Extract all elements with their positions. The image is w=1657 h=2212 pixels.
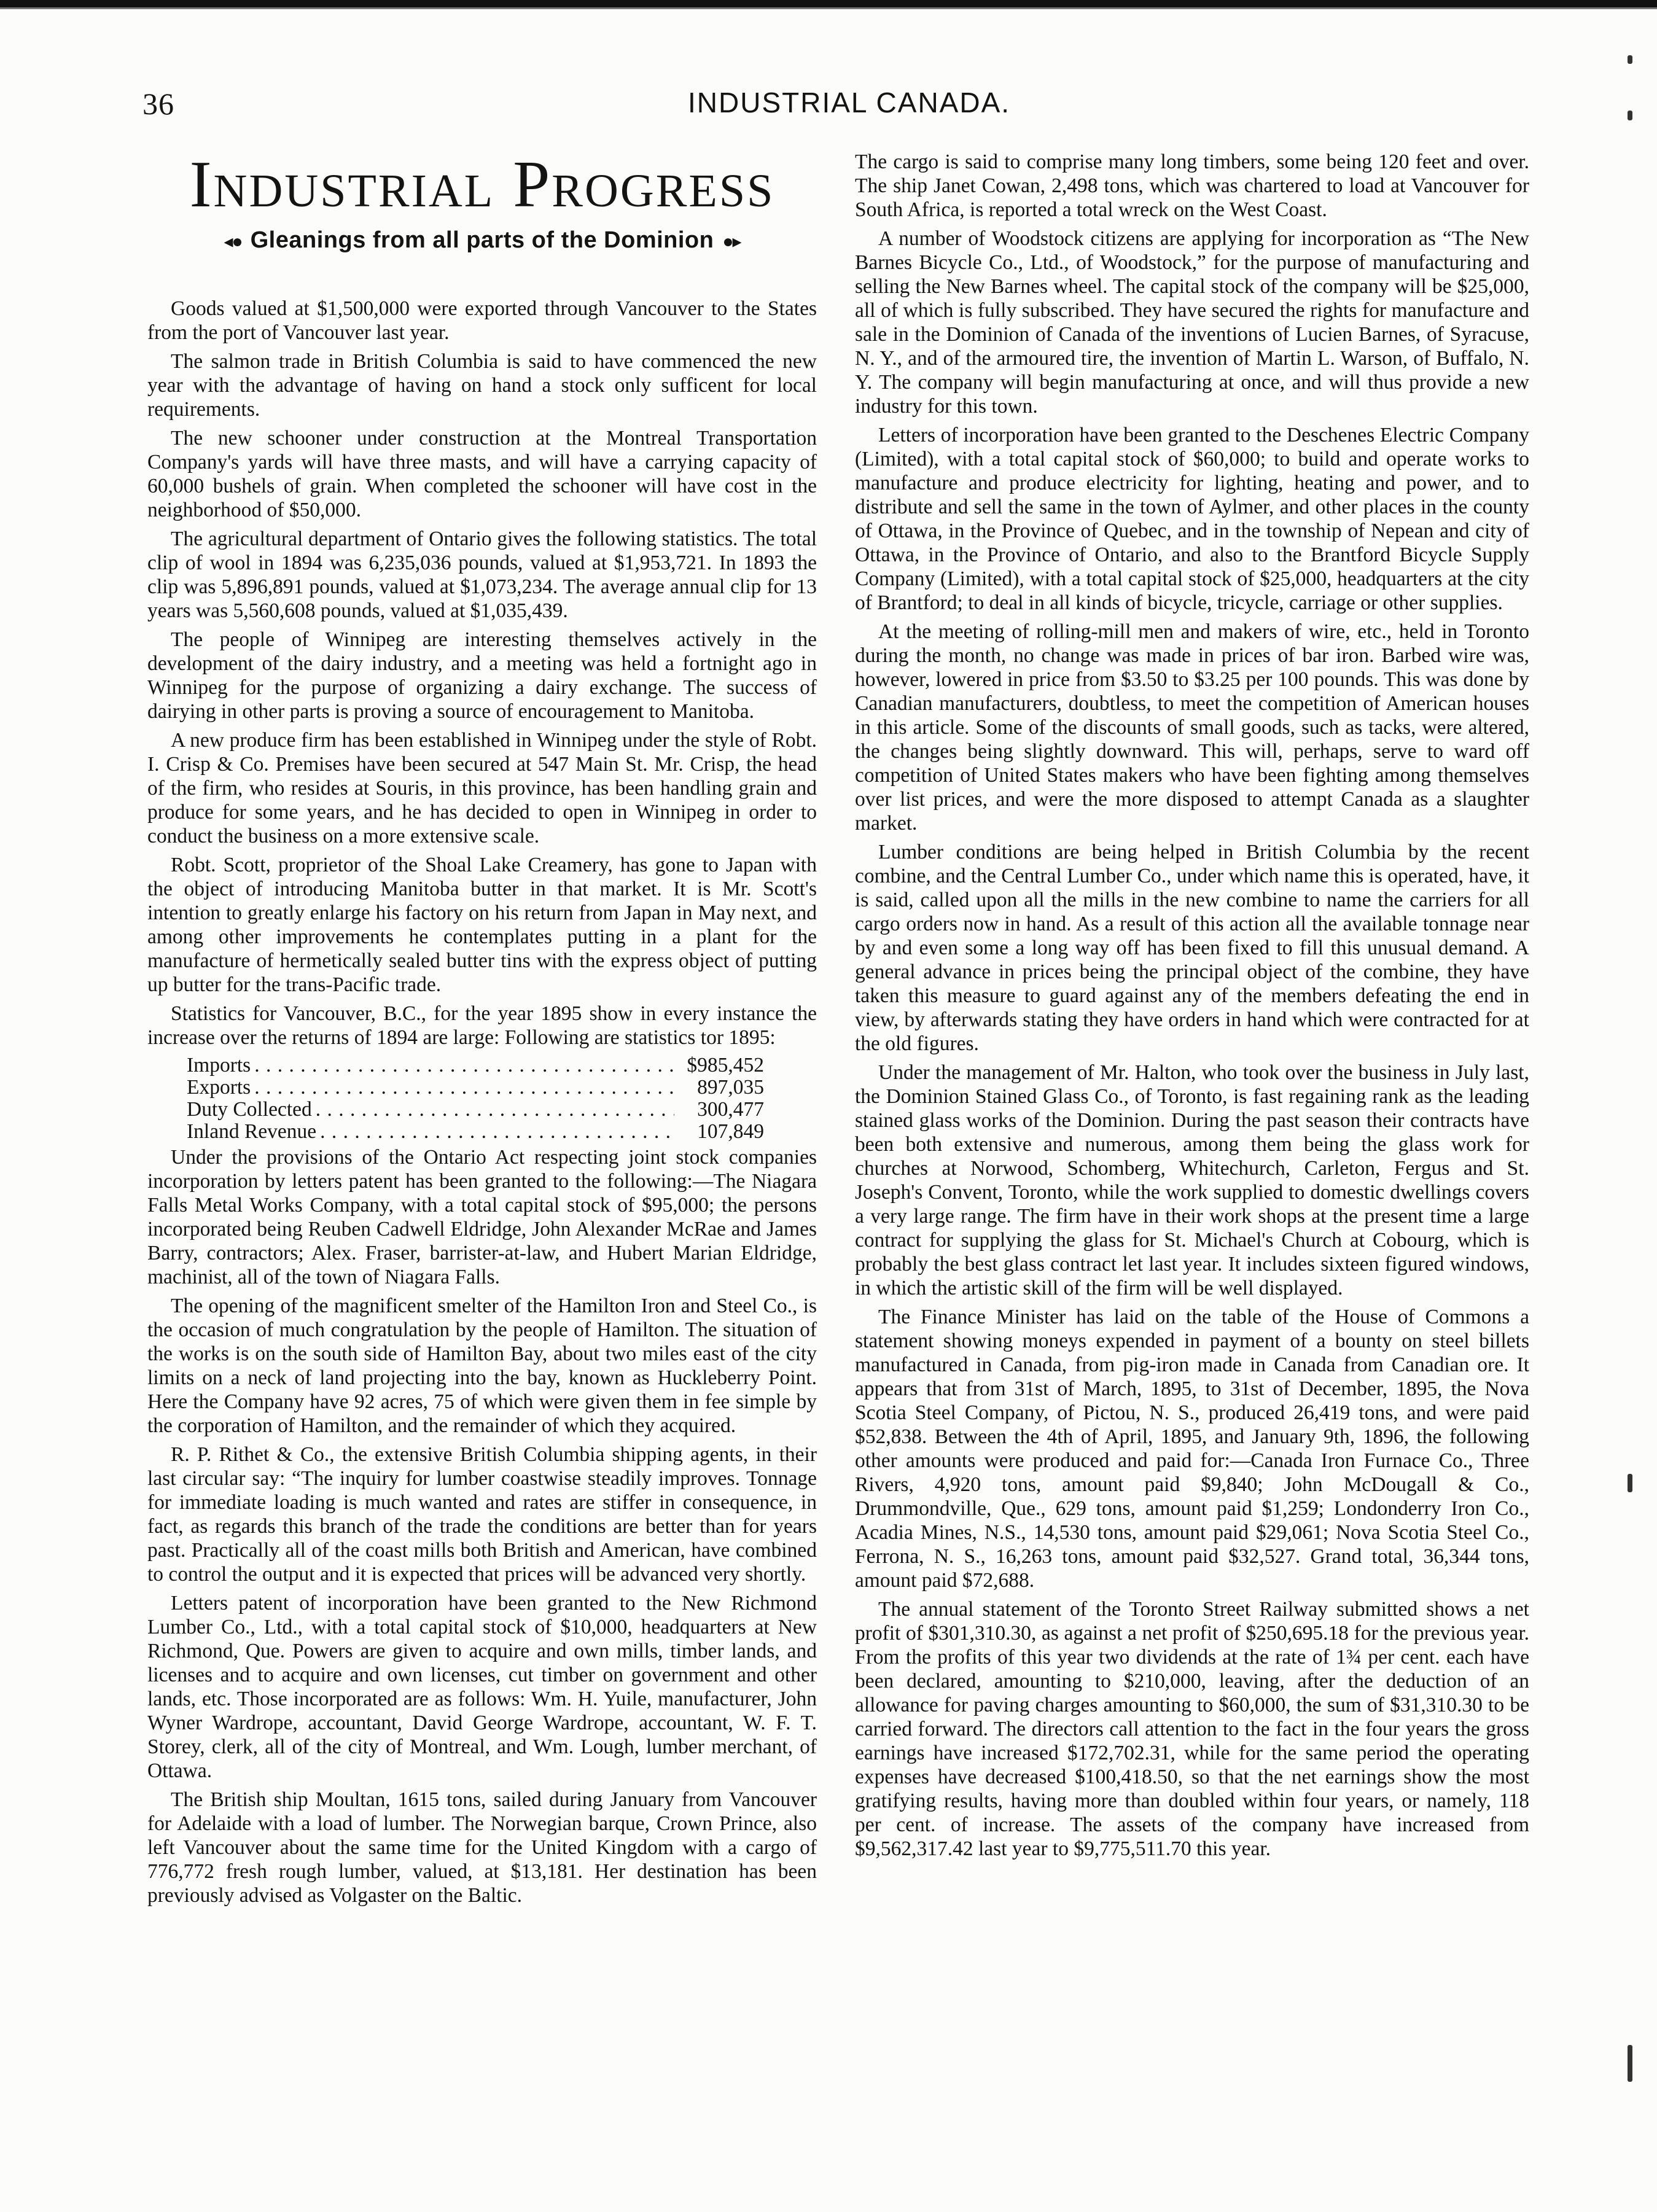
leader-dots	[254, 1077, 674, 1099]
stat-label: Exports	[187, 1076, 251, 1099]
ornament-right-icon: ●▸	[722, 232, 741, 252]
scan-edge-mark	[1628, 55, 1632, 64]
stat-value: $985,452	[687, 1054, 764, 1077]
stat-label: Inland Revenue	[187, 1120, 317, 1143]
paragraph: The annual statement of the Toronto Street Railway submitted shows a net profit of $301,310.30, as against a net profit of $250,695.18 for the previous year. From the profits of this year two dividends at the rate of 1¾ per cent. each have been declared, amounting to $210,000, leaving, after the deduction of an allowance for paving charges amounting to $60,000, the sum of $31,310.30 to be carried forward. The directors call attention to the fact in the four years the gross earnings have increased $172,702.31, while for the same period the operating expenses have decreased $100,418.50, so that the net earnings show the most gratifying results, having more than doubled within four years, or namely, 118 per cent. of increase. The assets of the company have increased from $9,562,317.42 last year to $9,775,511.70 this year.	[855, 1598, 1529, 1860]
paragraph: The agricultural department of Ontario gives the following statistics. The total clip of wool in 1894 was 6,235,036 pounds, valued at $1,953,721. In 1893 the clip was 5,896,891 pounds, valued at $1,073,234. The average annual clip for 13 years was 5,560,608 pounds, valued at $1,035,439.	[147, 528, 817, 622]
top-rule	[0, 0, 1657, 7]
paragraph: Goods valued at $1,500,000 were exported through Vancouver to the States from the port of Vancouver last year.	[147, 297, 817, 344]
scan-edge-mark	[1628, 111, 1632, 120]
paragraph: The British ship Moultan, 1615 tons, sailed during January from Vancouver for Adelaide with a load of lumber. The Norwegian barque, Crown Prince, also left Vancouver about the same time for the United Kingdom with a cargo of 776,772 fresh rough lumber, valued, at $13,181. Her destination has been previously advised as Volgaster on the Baltic.	[147, 1788, 817, 1907]
subtitle-text: Gleanings from all parts of the Dominion	[250, 227, 714, 253]
paragraph: The people of Winnipeg are interesting themselves actively in the development of the dairy industry, and a meeting was held a fortnight ago in Winnipeg for the purpose of organizing a dairy exchange. The success of dairying in other parts is proving a source of encouragement to Manitoba.	[147, 628, 817, 723]
paragraph: The salmon trade in British Columbia is said to have commenced the new year with the advantage of having on hand a stock only sufficent for local requirements.	[147, 350, 817, 421]
stat-row	[187, 1054, 764, 1077]
paragraph: The Finance Minister has laid on the table of the House of Commons a statement showing moneys expended in payment of a bounty on steel billets manufactured in Canada, from pig-iron made in Canada from Canadian ore. It appears that from 31st of March, 1895, to 31st of December, 1895, the Nova Scotia Steel Company, of Pictou, N. S., produced 26,419 tons, and were paid $52,838. Between the 4th of April, 1895, and January 9th, 1896, the following other amounts were produced and paid for:—Canada Iron Furnace Co., Three Rivers, 4,920 tons, amount paid $9,840; John McDougall & Co., Drummondville, Que., 629 tons, amount paid $1,259; Londonderry Iron Co., Acadia Mines, N.S., 14,530 tons, amount paid $29,061; Nova Scotia Steel Co., Ferrona, N. S., 16,263 tons, amount paid $32,527. Grand total, 36,344 tons, amount paid $72,688.	[855, 1306, 1529, 1592]
scan-edge-mark	[1628, 1474, 1632, 1492]
paragraph: Lumber conditions are being helped in British Columbia by the recent combine, and the Central Lumber Co., under which name this is operated, have, it is said, called upon all the mills in the new combine to name the carriers for all cargo orders now in hand. As a result of this action all the available tonnage near by and even some a long way off has been fixed to fill this unusual demand. A general advance in prices being the principal object of the combine, they have taken this measure to guard against any of the members defeating the end in view, by afterwards stating they have orders in hand which were contracted for at the old figures.	[855, 841, 1529, 1055]
statistics-table	[147, 1054, 817, 1143]
leader-dots	[254, 1054, 674, 1077]
paragraph: Robt. Scott, proprietor of the Shoal Lake Creamery, has gone to Japan with the object of introducing Manitoba butter in that market. It is Mr. Scott's intention to greatly enlarge his factory on his return from Japan in May next, and among other improvements he contemplates putting in a plant for the manufacture of hermetically sealed butter tins with the express object of putting up butter for the trans-Pacific trade.	[147, 854, 817, 996]
stat-label: Imports	[187, 1054, 251, 1077]
ornament-left-icon: ◂●	[224, 232, 242, 252]
left-column	[147, 145, 817, 1912]
page-number: 36	[142, 87, 174, 121]
right-column	[855, 150, 1529, 1866]
paragraph: Under the management of Mr. Halton, who took over the business in July last, the Dominion Stained Glass Co., of Toronto, is fast regaining rank as the leading stained glass works of the Dominion. During the past season their contracts have been both extensive and numerous, among them being the glass work for churches at Norwood, Schomberg, Whitechurch, Carleton, Fergus and St. Joseph's Convent, Toronto, while the work supplied to domestic dwellings covers a very large range. The firm have in their work shops at the present time a large contract for supplying the glass for St. Michael's Church at Cobourg, which is probably the best glass contract let last year. It includes sixteen figured windows, in which the artistic skill of the firm will be well displayed.	[855, 1061, 1529, 1299]
leader-dots	[316, 1099, 674, 1121]
stat-value: 897,035	[697, 1076, 764, 1099]
scan-edge-mark	[1628, 2045, 1632, 2082]
running-head: INDUSTRIAL CANADA.	[688, 87, 1011, 119]
top-rule-thin	[0, 7, 1657, 9]
paragraph: Letters of incorporation have been granted to the Deschenes Electric Company (Limited), with a total capital stock of $60,000; to build and operate works to manufacture and produce electricity for lighting, heating and power, and to distribute and sell the same in the town of Aylmer, and other places in the county of Ottawa, in the Province of Quebec, and in the township of Nepean and city of Ottawa, in the Province of Ontario, and also to the Brantford Bicycle Supply Company (Limited), with a total capital stock of $25,000, headquarters at the city of Brantford; to deal in all kinds of bicycle, tricycle, carriage or other supplies.	[855, 424, 1529, 614]
stat-value: 300,477	[697, 1098, 764, 1121]
stat-value: 107,849	[697, 1120, 764, 1143]
paragraph: R. P. Rithet & Co., the extensive British Columbia shipping agents, in their last circular say: “The inquiry for lumber coastwise steadily improves. Tonnage for immediate loading is much wanted and rates are stiffer in consequence, in fact, as regards this branch of the trade the conditions are better than for years past. Practically all of the coast mills both British and American, have combined to control the output and it is expected that prices will be advanced very shortly.	[147, 1443, 817, 1586]
leader-dots	[320, 1121, 674, 1143]
paragraph: Under the provisions of the Ontario Act respecting joint stock companies incorporation by letters patent has been granted to the following:—The Niagara Falls Metal Works Company, with a total capital stock of $95,000; the persons incorporated being Reuben Cadwell Eldridge, John Alexander McRae and James Barry, contractors; Alex. Fraser, barrister-at-law, and Hubert Marian Eldridge, machinist, all of the town of Niagara Falls.	[147, 1146, 817, 1288]
article-title: Industrial Progress	[189, 148, 775, 221]
paragraph: The new schooner under construction at the Montreal Transportation Company's yards will have three masts, and will have a carrying capacity of 60,000 bushels of grain. When completed the schooner will have cost in the neighborhood of $50,000.	[147, 427, 817, 521]
paragraph: Statistics for Vancouver, B.C., for the year 1895 show in every instance the increase over the returns of 1894 are large: Following are statistics tor 1895:	[147, 1002, 817, 1049]
paragraph: A new produce firm has been established in Winnipeg under the style of Robt. I. Crisp & Co. Premises have been secured at 547 Main St. Mr. Crisp, the head of the firm, who resides at Souris, in this province, has been handling grain and produce for some years, and he has decided to open in Winnipeg in order to conduct the business on a more extensive scale.	[147, 729, 817, 847]
paragraph: At the meeting of rolling-mill men and makers of wire, etc., held in Toronto during the month, no change was made in prices of bar iron. Barbed wire was, however, lowered in price from $3.50 to $3.25 per 100 pounds. This was done by Canadian manufacturers, doubtless, to meet the competition of American houses in this article. Some of the discounts of small goods, such as tacks, were altered, the changes being slightly downward. This will, perhaps, serve to ward off competition of United States makers who have been fighting among themselves over list prices, and were the more disposed to attempt Canada as a slaughter market.	[855, 620, 1529, 835]
paragraph: Letters patent of incorporation have been granted to the New Richmond Lumber Co., Ltd., with a total capital stock of $10,000, headquarters at New Richmond, Que. Powers are given to acquire and own mills, timber lands, and licenses and to acquire and own licenses, cut timber on government and other lands, etc. Those incorporated are as follows: Wm. H. Yuile, manufacturer, John Wyner Wardrope, accountant, David George Wardrope, accountant, W. F. T. Storey, clerk, all of the city of Montreal, and Wm. Lough, lumber merchant, of Ottawa.	[147, 1592, 817, 1782]
article-subtitle	[147, 228, 817, 254]
paragraph: The cargo is said to comprise many long timbers, some being 120 feet and over. The ship Janet Cowan, 2,498 tons, which was chartered to load at Vancouver for South Africa, is reported a total wreck on the West Coast.	[855, 150, 1529, 221]
stat-row	[187, 1099, 764, 1121]
stat-label: Duty Collected	[187, 1098, 312, 1121]
stat-row	[187, 1077, 764, 1099]
paragraph: A number of Woodstock citizens are applying for incorporation as “The New Barnes Bicycle Co., Ltd., of Woodstock,” for the purpose of manufacturing and selling the New Barnes wheel. The capital stock of the company will be $25,000, all of which is fully subscribed. They have secured the rights for manufacture and sale in the Dominion of Canada of the inventions of Lucien Barnes, of Syracuse, N. Y., and of the armoured tire, the invention of Martin L. Warson, of Buffalo, N. Y. The company will begin manufacturing at once, and will thus provide a new industry for this town.	[855, 227, 1529, 418]
stat-row	[187, 1121, 764, 1143]
paragraph: The opening of the magnificent smelter of the Hamilton Iron and Steel Co., is the occasion of much congratulation by the people of Hamilton. The situation of the works is on the south side of Hamilton Bay, about two miles east of the city limits on a neck of land projecting into the bay, known as Huckleberry Point. Here the Company have 92 acres, 75 of which were given them in fee simple by the corporation of Hamilton, and the remainder of which they acquired.	[147, 1295, 817, 1437]
title-gap	[147, 254, 817, 297]
